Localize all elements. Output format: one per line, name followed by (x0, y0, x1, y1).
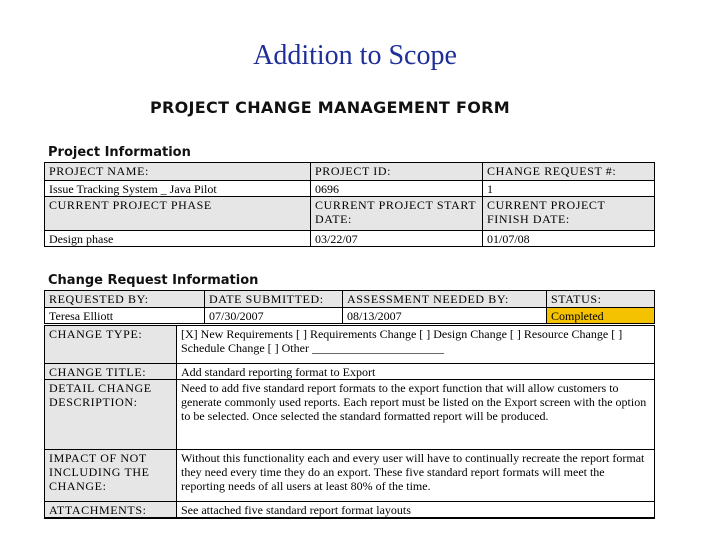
form-title: PROJECT CHANGE MANAGEMENT FORM (150, 98, 510, 117)
project-name-value: Issue Tracking System _ Java Pilot (45, 181, 311, 197)
requested-by-label: REQUESTED BY: (45, 291, 205, 308)
date-submitted-value: 07/30/2007 (205, 308, 343, 324)
project-id-label: PROJECT ID: (311, 163, 483, 181)
finish-date-value: 01/07/08 (483, 231, 655, 247)
requested-by-value: Teresa Elliott (45, 308, 205, 324)
project-id-value: 0696 (311, 181, 483, 197)
description-value: Need to add five standard report formats to the export function that will allow customers to generate commonly used reports. Each report must be listed on the Export screen with the option to be selected. Once selected the standard formatted report will be produced. (177, 380, 655, 450)
change-request-detail-table (44, 325, 655, 519)
status-badge: Completed (547, 308, 655, 324)
attachments-label: ATTACHMENTS: (45, 502, 177, 519)
change-request-value: 1 (483, 181, 655, 197)
assessment-value: 08/13/2007 (343, 308, 547, 324)
change-request-label: CHANGE REQUEST #: (483, 163, 655, 181)
impact-value: Without this functionality each and every user will have to continually recreate the report format they need every time they do an export. These five standard report formats will meet the reporting needs of all users at least 80% of the time. (177, 450, 655, 502)
finish-date-label: CURRENT PROJECT FINISH DATE: (483, 197, 655, 231)
phase-value: Design phase (45, 231, 311, 247)
project-name-label: PROJECT NAME: (45, 163, 311, 181)
project-info-heading: Project Information (48, 145, 191, 160)
change-title-value: Add standard reporting format to Export (177, 364, 655, 380)
impact-label: IMPACT OF NOT INCLUDING THE CHANGE: (45, 450, 177, 502)
assessment-label: ASSESSMENT NEEDED BY: (343, 291, 547, 308)
change-info-heading: Change Request Information (48, 273, 259, 288)
date-submitted-label: DATE SUBMITTED: (205, 291, 343, 308)
description-label: DETAIL CHANGE DESCRIPTION: (45, 380, 177, 450)
change-type-label: CHANGE TYPE: (45, 326, 177, 364)
attachments-value: See attached five standard report format layouts (177, 502, 655, 519)
change-request-header-table (44, 290, 655, 324)
phase-label: CURRENT PROJECT PHASE (45, 197, 311, 231)
status-label: STATUS: (547, 291, 655, 308)
start-date-label: CURRENT PROJECT START DATE: (311, 197, 483, 231)
slide-title: Addition to Scope (253, 40, 457, 71)
project-info-table (44, 162, 655, 247)
start-date-value: 03/22/07 (311, 231, 483, 247)
change-title-label: CHANGE TITLE: (45, 364, 177, 380)
change-type-value: [X] New Requirements [ ] Requirements Change [ ] Design Change [ ] Resource Change [ ] Schedule Change [ ] Other ______________________ (177, 326, 655, 364)
